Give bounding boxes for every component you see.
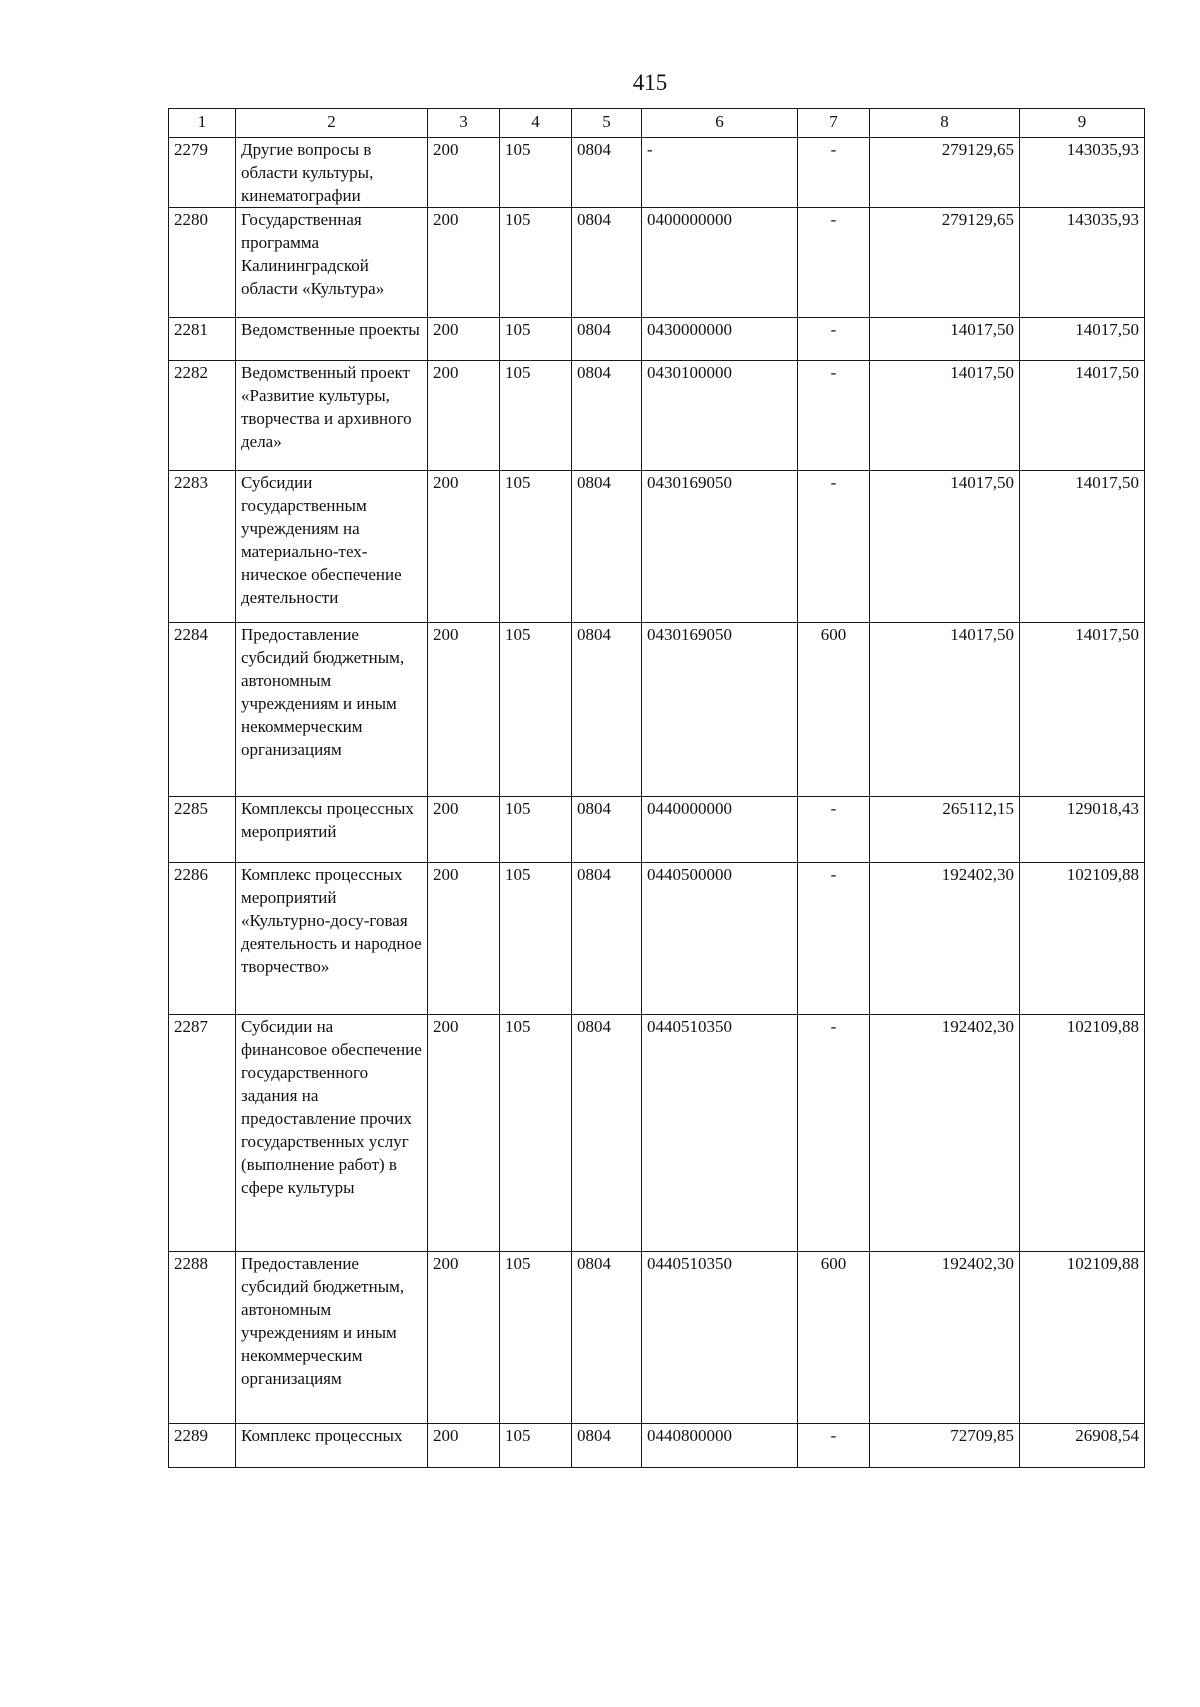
col-7-cell: - [798, 471, 870, 623]
col-9-amount-cell: 102109,88 [1020, 1252, 1145, 1424]
header-col-3: 3 [428, 109, 500, 138]
col-4-cell: 105 [500, 361, 572, 471]
col-5-cell: 0804 [572, 797, 642, 863]
table-row [169, 138, 1145, 208]
col-6-cell: 0430100000 [642, 361, 798, 471]
page-number: 415 [632, 70, 668, 95]
col-4-cell: 105 [500, 623, 572, 797]
col-8-amount-cell: 14017,50 [870, 471, 1020, 623]
col-5-cell: 0804 [572, 318, 642, 361]
col-6-cell: 0400000000 [642, 208, 798, 318]
item-name-cell: Предоставление субсидий бюджетным, автономным учреждениям и иным некоммерческим организациям [236, 623, 428, 797]
header-col-9: 9 [1020, 109, 1145, 138]
col-4-cell: 105 [500, 863, 572, 1015]
col-3-cell: 200 [428, 318, 500, 361]
row-number-cell: 2283 [169, 471, 236, 623]
table-row [169, 318, 1145, 361]
col-7-cell: - [798, 797, 870, 863]
table-row [169, 361, 1145, 471]
header-col-5: 5 [572, 109, 642, 138]
table-row [169, 797, 1145, 863]
col-8-amount-cell: 279129,65 [870, 208, 1020, 318]
col-8-amount-cell: 279129,65 [870, 138, 1020, 208]
item-name-cell: Ведомственный проект «Развитие культуры, творчества и архивного дела» [236, 361, 428, 471]
col-6-cell: 0430169050 [642, 623, 798, 797]
col-8-amount-cell: 192402,30 [870, 1252, 1020, 1424]
col-6-cell: 0440510350 [642, 1252, 798, 1424]
col-3-cell: 200 [428, 208, 500, 318]
col-6-cell: 0440500000 [642, 863, 798, 1015]
col-7-cell: - [798, 361, 870, 471]
header-col-8: 8 [870, 109, 1020, 138]
item-name-cell: Комплекс процессных мероприятий «Культурно-досу-говая деятельность и народное творчество» [236, 863, 428, 1015]
col-5-cell: 0804 [572, 208, 642, 318]
col-4-cell: 105 [500, 1252, 572, 1424]
col-3-cell: 200 [428, 1424, 500, 1468]
col-9-amount-cell: 14017,50 [1020, 623, 1145, 797]
col-5-cell: 0804 [572, 863, 642, 1015]
item-name-cell: Комплекс процессных [236, 1424, 428, 1468]
row-number-cell: 2280 [169, 208, 236, 318]
col-6-cell: 0430169050 [642, 471, 798, 623]
item-name-cell: Государственная программа Калининградской области «Культура» [236, 208, 428, 318]
col-4-cell: 105 [500, 138, 572, 208]
col-8-amount-cell: 192402,30 [870, 1015, 1020, 1252]
col-9-amount-cell: 14017,50 [1020, 318, 1145, 361]
col-7-cell: 600 [798, 623, 870, 797]
col-9-amount-cell: 102109,88 [1020, 1015, 1145, 1252]
col-6-cell: 0440800000 [642, 1424, 798, 1468]
col-9-amount-cell: 26908,54 [1020, 1424, 1145, 1468]
col-8-amount-cell: 72709,85 [870, 1424, 1020, 1468]
col-4-cell: 105 [500, 797, 572, 863]
col-5-cell: 0804 [572, 1252, 642, 1424]
budget-table [168, 108, 1145, 1468]
col-7-cell: 600 [798, 1252, 870, 1424]
col-9-amount-cell: 14017,50 [1020, 361, 1145, 471]
col-3-cell: 200 [428, 138, 500, 208]
col-9-amount-cell: 143035,93 [1020, 208, 1145, 318]
table-header [169, 109, 1145, 138]
col-6-cell: - [642, 138, 798, 208]
col-6-cell: 0440510350 [642, 1015, 798, 1252]
table-row [169, 623, 1145, 797]
header-col-4: 4 [500, 109, 572, 138]
row-number-cell: 2282 [169, 361, 236, 471]
header-col-6: 6 [642, 109, 798, 138]
col-3-cell: 200 [428, 1252, 500, 1424]
col-3-cell: 200 [428, 797, 500, 863]
table-row [169, 1015, 1145, 1252]
row-number-cell: 2279 [169, 138, 236, 208]
row-number-cell: 2281 [169, 318, 236, 361]
row-number-cell: 2287 [169, 1015, 236, 1252]
item-name-cell: Предоставление субсидий бюджетным, автономным учреждениям и иным некоммерческим организациям [236, 1252, 428, 1424]
row-number-cell: 2285 [169, 797, 236, 863]
col-5-cell: 0804 [572, 623, 642, 797]
table-row [169, 471, 1145, 623]
row-number-cell: 2286 [169, 863, 236, 1015]
col-9-amount-cell: 14017,50 [1020, 471, 1145, 623]
col-3-cell: 200 [428, 863, 500, 1015]
item-name-cell: Комплексы процессных мероприятий [236, 797, 428, 863]
col-3-cell: 200 [428, 1015, 500, 1252]
col-9-amount-cell: 129018,43 [1020, 797, 1145, 863]
col-8-amount-cell: 14017,50 [870, 318, 1020, 361]
item-name-cell: Субсидии на финансовое обеспечение государственного задания на предоставление прочих государственных услуг (выполнение работ) в сфере культуры [236, 1015, 428, 1252]
col-4-cell: 105 [500, 471, 572, 623]
row-number-cell: 2284 [169, 623, 236, 797]
header-col-1: 1 [169, 109, 236, 138]
col-5-cell: 0804 [572, 138, 642, 208]
col-5-cell: 0804 [572, 361, 642, 471]
col-3-cell: 200 [428, 361, 500, 471]
col-7-cell: - [798, 138, 870, 208]
col-6-cell: 0440000000 [642, 797, 798, 863]
header-col-7: 7 [798, 109, 870, 138]
row-number-cell: 2289 [169, 1424, 236, 1468]
col-8-amount-cell: 192402,30 [870, 863, 1020, 1015]
col-7-cell: - [798, 208, 870, 318]
col-4-cell: 105 [500, 318, 572, 361]
col-7-cell: - [798, 1015, 870, 1252]
table-row [169, 208, 1145, 318]
col-3-cell: 200 [428, 623, 500, 797]
item-name-cell: Ведомственные проекты [236, 318, 428, 361]
col-5-cell: 0804 [572, 1424, 642, 1468]
col-4-cell: 105 [500, 208, 572, 318]
table-row [169, 1252, 1145, 1424]
col-4-cell: 105 [500, 1424, 572, 1468]
col-7-cell: - [798, 863, 870, 1015]
col-8-amount-cell: 265112,15 [870, 797, 1020, 863]
header-row [169, 109, 1145, 138]
col-3-cell: 200 [428, 471, 500, 623]
table-body [169, 138, 1145, 1468]
table-row [169, 863, 1145, 1015]
col-9-amount-cell: 143035,93 [1020, 138, 1145, 208]
col-4-cell: 105 [500, 1015, 572, 1252]
col-8-amount-cell: 14017,50 [870, 361, 1020, 471]
col-9-amount-cell: 102109,88 [1020, 863, 1145, 1015]
header-col-2: 2 [236, 109, 428, 138]
item-name-cell: Субсидии государственным учреждениям на материально-тех-ническое обеспечение деятельности [236, 471, 428, 623]
col-6-cell: 0430000000 [642, 318, 798, 361]
col-5-cell: 0804 [572, 471, 642, 623]
col-7-cell: - [798, 318, 870, 361]
col-7-cell: - [798, 1424, 870, 1468]
col-8-amount-cell: 14017,50 [870, 623, 1020, 797]
col-5-cell: 0804 [572, 1015, 642, 1252]
row-number-cell: 2288 [169, 1252, 236, 1424]
item-name-cell: Другие вопросы в области культуры, кинематографии [236, 138, 428, 208]
table-row [169, 1424, 1145, 1468]
